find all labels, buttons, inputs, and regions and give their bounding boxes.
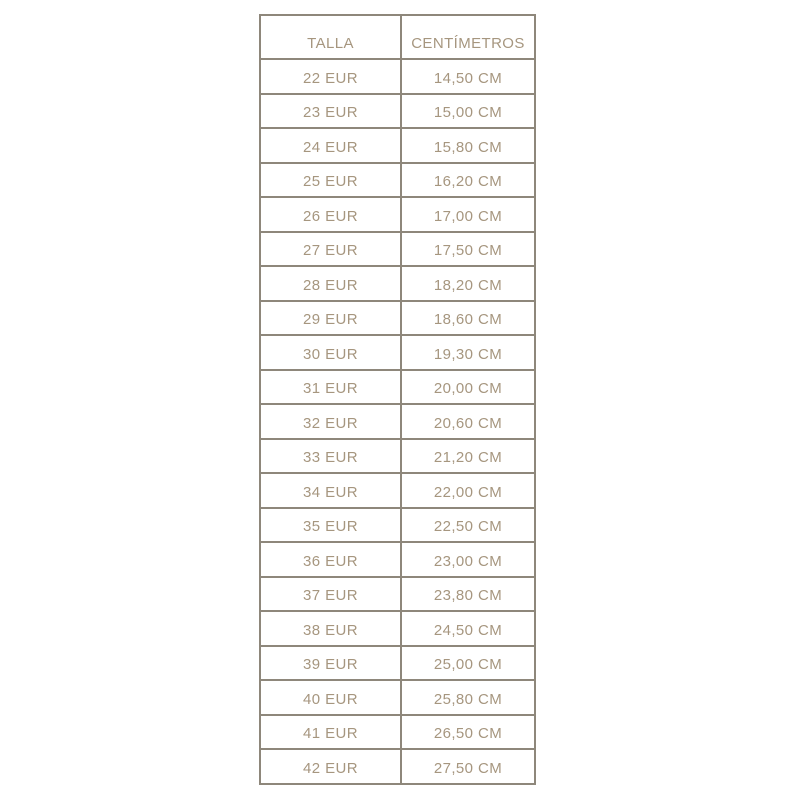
talla-cell: 24 EUR <box>260 128 401 163</box>
table-row <box>260 266 535 301</box>
centimetros-cell: 14,50 CM <box>401 59 535 94</box>
table-row <box>260 59 535 94</box>
talla-cell: 25 EUR <box>260 163 401 198</box>
centimetros-cell: 15,80 CM <box>401 128 535 163</box>
centimetros-cell: 25,00 CM <box>401 646 535 681</box>
header-talla: TALLA <box>260 15 401 59</box>
centimetros-cell: 22,50 CM <box>401 508 535 543</box>
centimetros-cell: 15,00 CM <box>401 94 535 129</box>
talla-cell: 35 EUR <box>260 508 401 543</box>
talla-cell: 37 EUR <box>260 577 401 612</box>
centimetros-cell: 16,20 CM <box>401 163 535 198</box>
table-row <box>260 749 535 784</box>
centimetros-cell: 17,00 CM <box>401 197 535 232</box>
talla-cell: 38 EUR <box>260 611 401 646</box>
table-row <box>260 473 535 508</box>
table-header <box>260 15 535 59</box>
talla-cell: 39 EUR <box>260 646 401 681</box>
table-row <box>260 715 535 750</box>
size-conversion-table <box>259 14 536 785</box>
centimetros-cell: 23,00 CM <box>401 542 535 577</box>
centimetros-cell: 23,80 CM <box>401 577 535 612</box>
table-row <box>260 163 535 198</box>
centimetros-cell: 26,50 CM <box>401 715 535 750</box>
centimetros-cell: 27,50 CM <box>401 749 535 784</box>
talla-cell: 29 EUR <box>260 301 401 336</box>
centimetros-cell: 22,00 CM <box>401 473 535 508</box>
table-row <box>260 439 535 474</box>
table-row <box>260 335 535 370</box>
table-body <box>260 59 535 784</box>
table-row <box>260 577 535 612</box>
table-row <box>260 646 535 681</box>
centimetros-cell: 20,60 CM <box>401 404 535 439</box>
centimetros-cell: 25,80 CM <box>401 680 535 715</box>
table-row <box>260 508 535 543</box>
centimetros-cell: 21,20 CM <box>401 439 535 474</box>
table-row <box>260 301 535 336</box>
talla-cell: 33 EUR <box>260 439 401 474</box>
talla-cell: 36 EUR <box>260 542 401 577</box>
talla-cell: 30 EUR <box>260 335 401 370</box>
table-row <box>260 404 535 439</box>
table-row <box>260 370 535 405</box>
table-row <box>260 128 535 163</box>
table-row <box>260 232 535 267</box>
talla-cell: 41 EUR <box>260 715 401 750</box>
table-row <box>260 94 535 129</box>
centimetros-cell: 24,50 CM <box>401 611 535 646</box>
table-row <box>260 680 535 715</box>
centimetros-cell: 18,60 CM <box>401 301 535 336</box>
table-row <box>260 542 535 577</box>
centimetros-cell: 18,20 CM <box>401 266 535 301</box>
header-row <box>260 15 535 59</box>
talla-cell: 42 EUR <box>260 749 401 784</box>
talla-cell: 28 EUR <box>260 266 401 301</box>
centimetros-cell: 20,00 CM <box>401 370 535 405</box>
table-row <box>260 611 535 646</box>
talla-cell: 26 EUR <box>260 197 401 232</box>
talla-cell: 32 EUR <box>260 404 401 439</box>
talla-cell: 27 EUR <box>260 232 401 267</box>
talla-cell: 23 EUR <box>260 94 401 129</box>
talla-cell: 34 EUR <box>260 473 401 508</box>
table-row <box>260 197 535 232</box>
talla-cell: 40 EUR <box>260 680 401 715</box>
header-centimetros: CENTÍMETROS <box>401 15 535 59</box>
talla-cell: 31 EUR <box>260 370 401 405</box>
centimetros-cell: 17,50 CM <box>401 232 535 267</box>
talla-cell: 22 EUR <box>260 59 401 94</box>
centimetros-cell: 19,30 CM <box>401 335 535 370</box>
